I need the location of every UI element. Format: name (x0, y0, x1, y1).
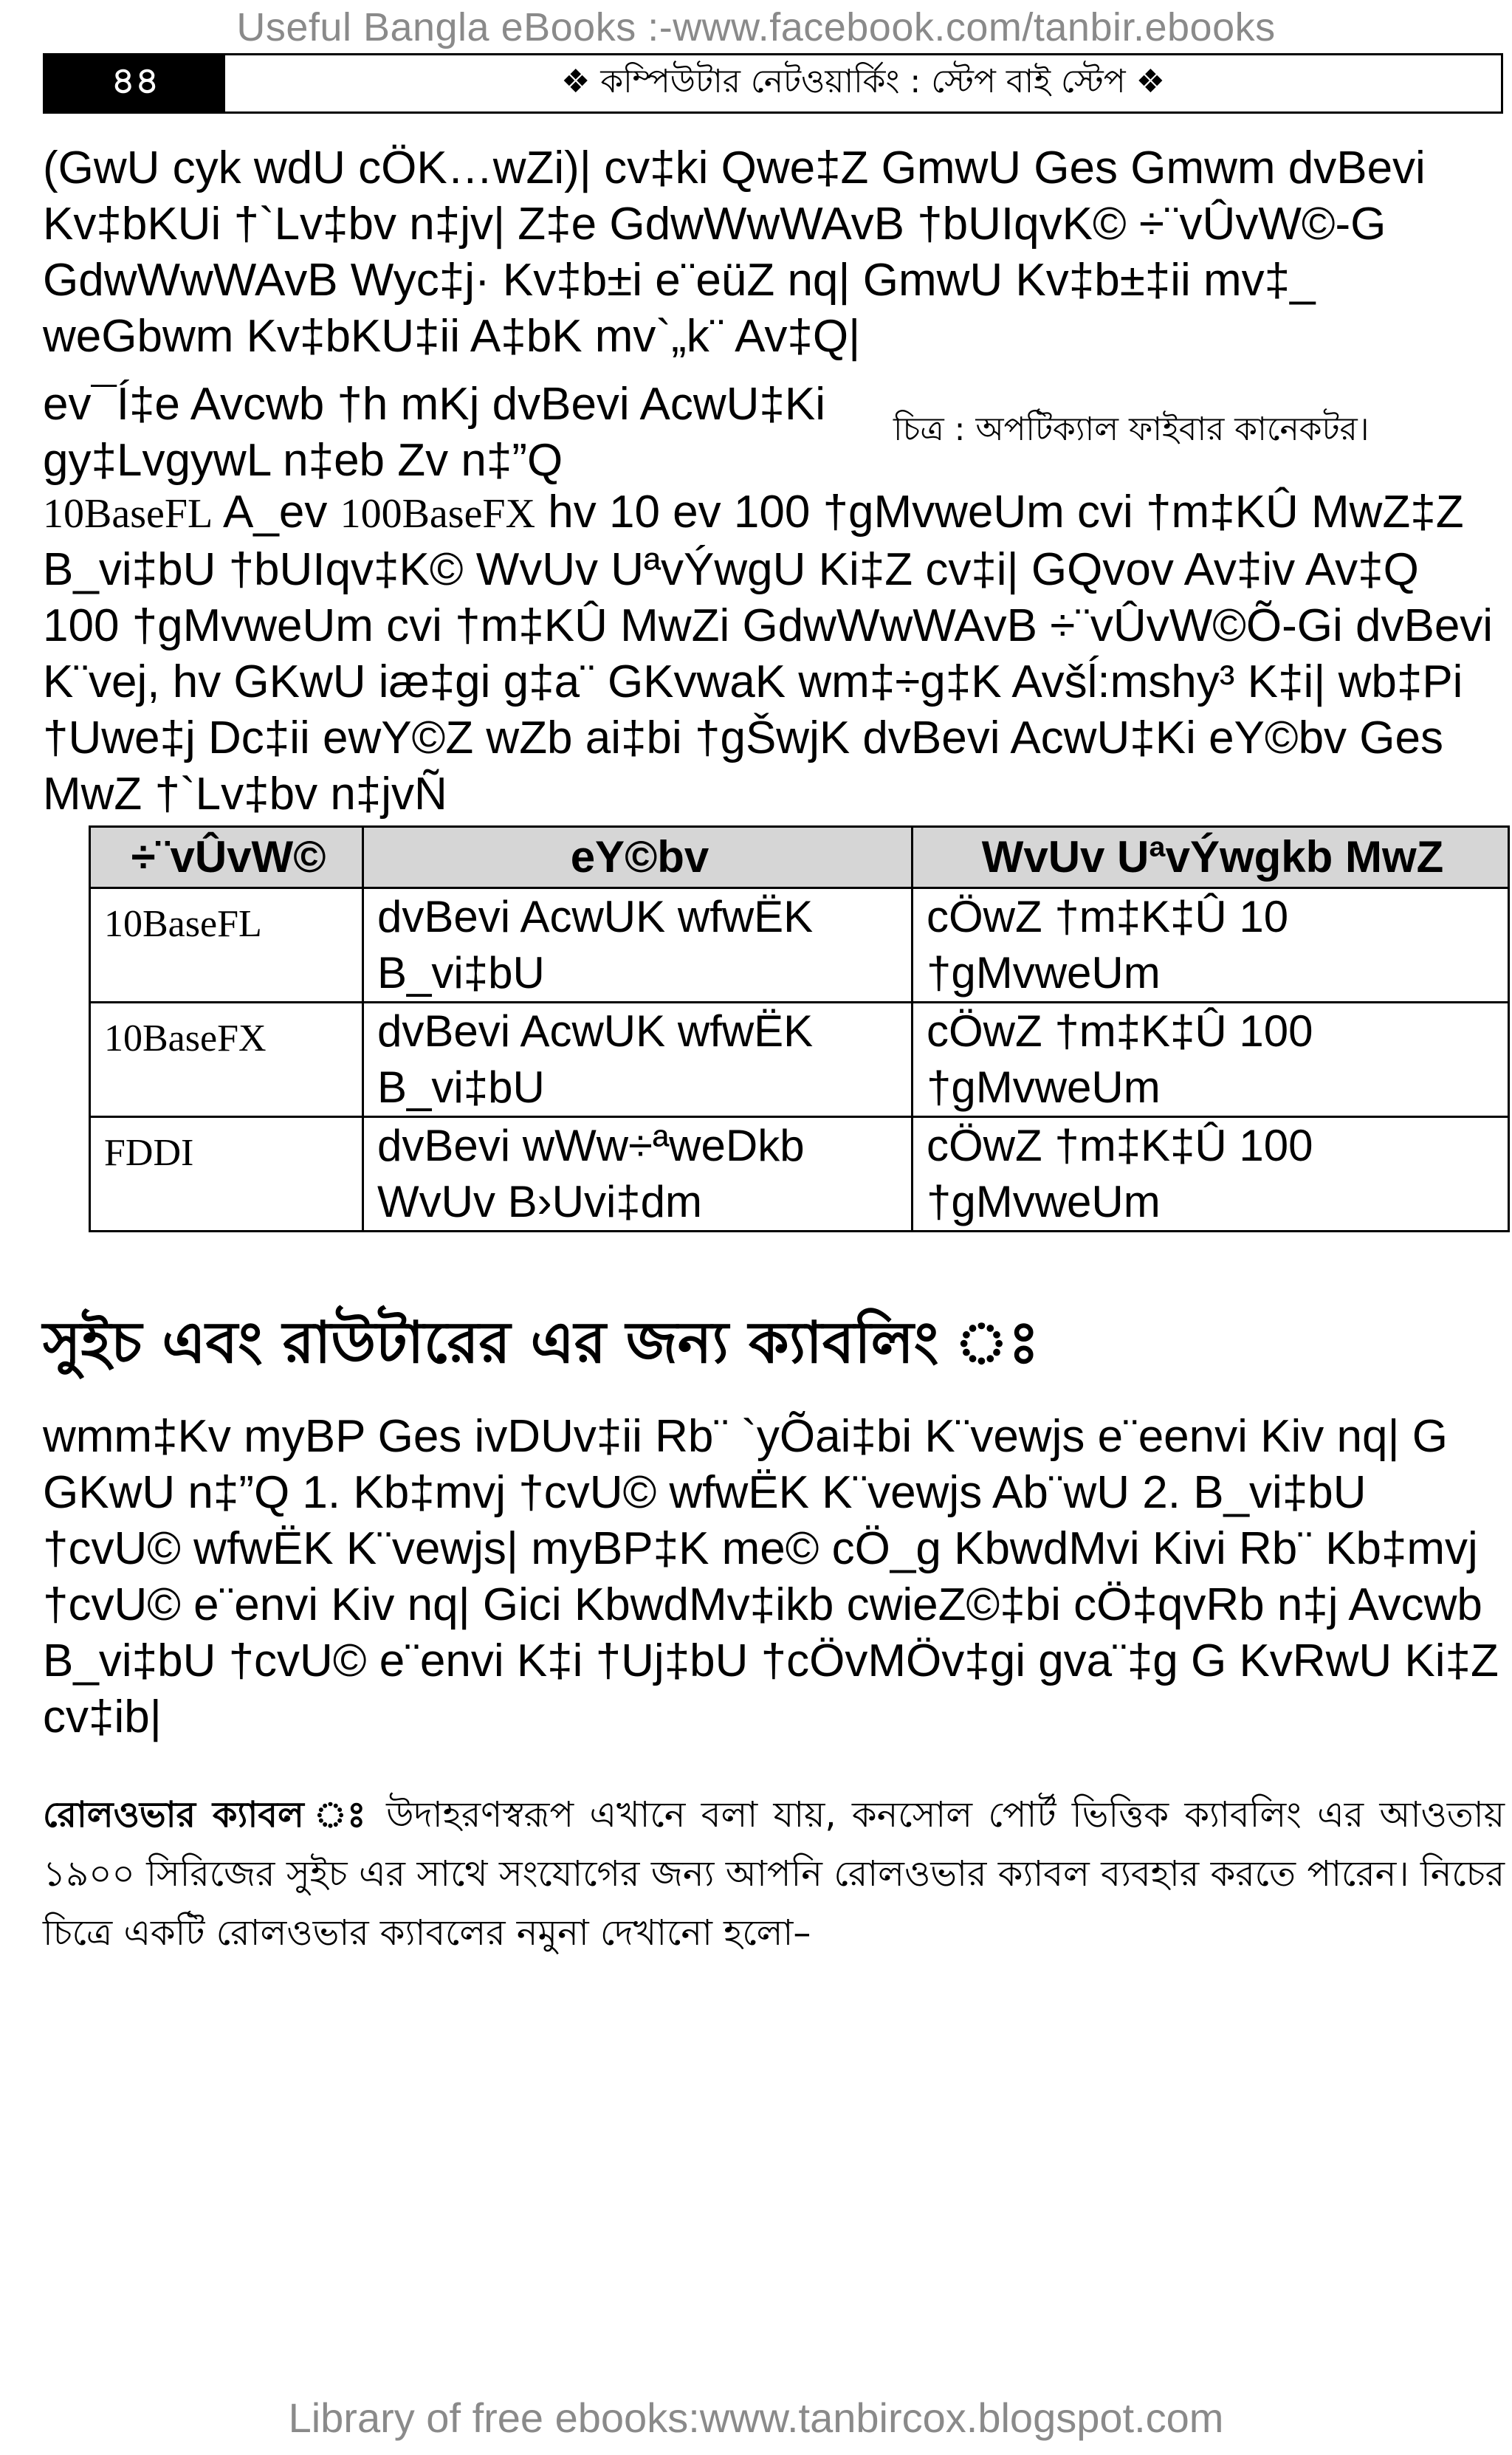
table-cell-standard: 10BaseFX (90, 1003, 363, 1117)
running-title: ❖ কম্পিউটার নেটওয়ার্কিং : স্টেপ বাই স্টেপ ❖ (560, 62, 1166, 100)
column-header: ÷¨vÛvW© (90, 827, 363, 888)
rollover-text: উদাহরণস্বরূপ এখানে বলা যায়, কনসোল পোর্ট ভিত্তিক ক্যাবলিং এর আওতায় ১৯০০ সিরিজের সুইচ এর সাথে সংযোগের জন্য আপনি রোলওভার ক্যাবল ব্যবহার করতে পারেন। নিচের চিত্রে একটি রোলওভার ক্যাবলের নমুনা দেখানো হলো– (43, 1794, 1505, 1954)
table-cell-speed: cÖwZ †m‡K‡Û 10 †gMvweUm (913, 888, 1509, 1003)
table-cell-standard: 10BaseFL (90, 888, 363, 1003)
table-row (90, 1117, 1509, 1232)
paragraph-2: ev¯Í‡e Avcwb †h mKj dvBevi AcwU‡Ki gy‡LvgywL n‡eb Zv n‡”Q (43, 379, 826, 486)
table-cell-standard: FDDI (90, 1117, 363, 1232)
standard-name: 100BaseFX (340, 491, 536, 537)
table-header-row (90, 827, 1509, 888)
paragraph-3 (43, 484, 1505, 823)
section-heading: সুইচ এবং রাউটারের এর জন্য ক্যাবলিং ঃ (43, 1310, 1040, 1376)
paragraph-3-part: hv 10 ev 100 †gMvweUm cvi †m‡KÛ MwZ‡Z B_vi‡bU †bUIqv‡K© WvUv UªvÝwgU Ki‡Z cv‡i| GQvov Av‡iv Av‡Q 100 †gMvweUm cvi †m‡KÛ MwZi GdwWwWAvB ÷¨vÛvW©Õ-Gi dvBevi K¨vej, hv GKwU iæ‡gi g‡a¨ GKvwaK wm‡÷g‡K Avšĺ:mshy³ K‡i| wb‡Pi †Uwe‡j Dc‡ii ewY©Z wZb ai‡bi †gŠwjK dvBevi AcwU‡Ki eY©bv Ges MwZ †`Lv‡bv n‡jvÑ (43, 487, 1494, 820)
figure-caption: চিত্র : অপটিক্যাল ফাইবার কানেকটর। (893, 411, 1370, 448)
paragraph-4: wmm‡Kv myBP Ges ivDUv‡ii Rb¨ `yÕai‡bi K¨vewjs e¨eenvi Kiv nq| G GKwU n‡”Q 1. Kb‡mvj †cvU© wfwËK K¨vewjs Ab¨wU 2. B_vi‡bU †cvU© wfwËK K¨vewjs| myBP‡K me© cÖ_g KbwdMvi Kivi Rb¨ Kb‡mvj †cvU© e¨envi Kiv nq| Gici KbwdMv‡ikb cwieZ©‡bi cÖ‡qvRb n‡j Avcwb B_vi‡bU †cvU© e¨envi K‡i †Uj‡bU †cÖvMÖv‡gi gva¨‡g G KvRwU Ki‡Z cv‡ib| (43, 1411, 1499, 1742)
paragraph-1: (GwU cyk wdU cÖK…wZi)| cv‡ki Qwe‡Z GmwU Ges Gmwm dvBevi Kv‡bKUi †`Lv‡bv n‡jv| Z‡e GdwWwWAvB †bUIqvK© ÷¨vÛvW©-G GdwWwWAvB Wyc‡j· Kv‡b±i e¨eüZ nq| GmwU Kv‡b±‡ii mv‡_ weGbwm Kv‡bKU‡ii A‡bK mv`„k¨ Av‡Q| (43, 143, 1426, 362)
fiber-standards-table (89, 825, 1510, 1232)
column-header: WvUv UªvÝwgkb MwZ (913, 827, 1509, 888)
table-row (90, 1003, 1509, 1117)
rollover-cable-paragraph (43, 1785, 1505, 1963)
table-cell-description: dvBevi AcwUK wfwËK B_vi‡bU (363, 1003, 913, 1117)
page-header (43, 53, 1503, 114)
table-cell-description: dvBevi AcwUK wfwËK B_vi‡bU (363, 888, 913, 1003)
paragraph-3-part: A_ev (213, 487, 340, 538)
table-row (90, 888, 1509, 1003)
standard-name: 10BaseFL (43, 491, 213, 537)
column-header: eY©bv (363, 827, 913, 888)
table-cell-speed: cÖwZ †m‡K‡Û 100 †gMvweUm (913, 1003, 1509, 1117)
table-cell-speed: cÖwZ †m‡K‡Û 100 †gMvweUm (913, 1117, 1509, 1232)
page-number: ৪৪ (45, 55, 225, 111)
watermark-bottom: Library of free ebooks:www.tanbircox.blogspot.com (288, 2394, 1224, 2441)
watermark-top: Useful Bangla eBooks :-www.facebook.com/tanbir.ebooks (236, 5, 1276, 49)
table-cell-description: dvBevi wWw÷ªweDkb WvUv B›Uvi‡dm (363, 1117, 913, 1232)
rollover-lead: রোলওভার ক্যাবল ঃ (43, 1794, 371, 1836)
